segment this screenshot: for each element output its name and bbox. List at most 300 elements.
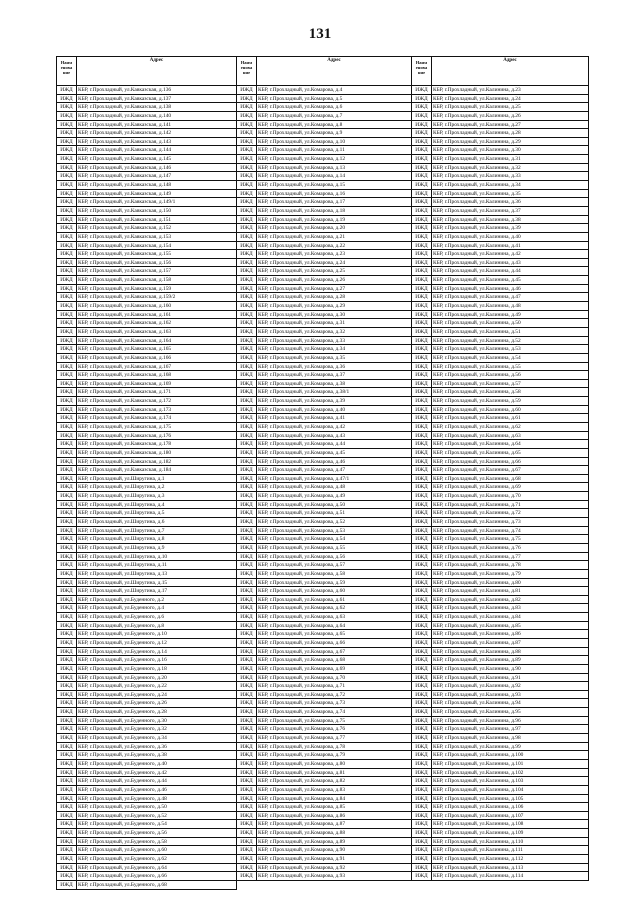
cell-address: КБР, г.Прохладный, ул.Калинина, д.113 [432, 864, 589, 873]
table-row [412, 665, 589, 674]
cell-kind: ИЖД [57, 198, 77, 207]
table-row [412, 501, 589, 510]
cell-address: КБР, г.Прохладный, ул.Калинина, д.24 [432, 95, 589, 104]
table-row [412, 509, 589, 518]
table-column-middle [237, 57, 412, 890]
cell-address: КБР, г.Прохладный, ул.Комарова, д.20 [257, 224, 412, 233]
table-row [237, 172, 412, 181]
cell-address: КБР, г.Прохладный, ул.Калинина, д.25 [432, 103, 589, 112]
cell-kind: ИЖД [57, 596, 77, 605]
cell-address: КБР, г.Прохладный, ул.Калинина, д.98 [432, 734, 589, 743]
table-row [412, 872, 589, 881]
table-row [237, 155, 412, 164]
cell-kind: ИЖД [57, 319, 77, 328]
cell-kind: ИЖД [412, 846, 432, 855]
table-row [412, 786, 589, 795]
cell-address: КБР, г.Прохладный, ул.Буденного, д.38 [77, 751, 237, 760]
cell-address: КБР, г.Прохладный, ул.Кавказская, д.150 [77, 207, 237, 216]
table-row [57, 129, 237, 138]
table-row [412, 579, 589, 588]
table-row [57, 328, 237, 337]
table-row [237, 328, 412, 337]
cell-address: КБР, г.Прохладный, ул.Комарова, д.64 [257, 622, 412, 631]
cell-kind: ИЖД [237, 293, 257, 302]
cell-kind: ИЖД [237, 717, 257, 726]
cell-address: КБР, г.Прохладный, ул.Комарова, д.45 [257, 449, 412, 458]
table-row [237, 872, 412, 881]
cell-kind: ИЖД [57, 535, 77, 544]
cell-address: КБР, г.Прохладный, ул.Буденного, д.52 [77, 812, 237, 821]
table-row [412, 224, 589, 233]
cell-kind: ИЖД [412, 354, 432, 363]
cell-kind: ИЖД [412, 674, 432, 683]
header-kind: Наим енова ние [237, 57, 257, 86]
table-row [412, 725, 589, 734]
cell-kind: ИЖД [237, 432, 257, 441]
cell-kind: ИЖД [237, 86, 257, 95]
table-row [412, 622, 589, 631]
cell-kind: ИЖД [57, 388, 77, 397]
table-row [237, 242, 412, 251]
table-row [412, 423, 589, 432]
table-row [237, 648, 412, 657]
cell-kind: ИЖД [237, 354, 257, 363]
table-row [57, 786, 237, 795]
cell-kind: ИЖД [57, 483, 77, 492]
cell-kind: ИЖД [57, 803, 77, 812]
cell-kind: ИЖД [412, 207, 432, 216]
table-row [57, 699, 237, 708]
cell-address: КБР, г.Прохладный, ул.Калинина, д.40 [432, 233, 589, 242]
table-row [57, 380, 237, 389]
cell-address: КБР, г.Прохладный, ул.Комарова, д.61 [257, 596, 412, 605]
cell-kind: ИЖД [237, 846, 257, 855]
cell-kind: ИЖД [237, 112, 257, 121]
cell-address: КБР, г.Прохладный, ул.Калинина, д.45 [432, 276, 589, 285]
table-row [412, 734, 589, 743]
cell-address: КБР, г.Прохладный, ул.Кавказская, д.143 [77, 138, 237, 147]
cell-address: КБР, г.Прохладный, ул.Калинина, д.27 [432, 121, 589, 130]
cell-address: КБР, г.Прохладный, ул.Комарова, д.18 [257, 207, 412, 216]
cell-kind: ИЖД [57, 95, 77, 104]
cell-address: КБР, г.Прохладный, ул.Буденного, д.66 [77, 872, 237, 881]
cell-kind: ИЖД [237, 380, 257, 389]
table-row [237, 751, 412, 760]
cell-address: КБР, г.Прохладный, ул.Комарова, д.47 [257, 466, 412, 475]
cell-address: КБР, г.Прохладный, ул.Кавказская, д.145 [77, 155, 237, 164]
cell-kind: ИЖД [57, 622, 77, 631]
cell-kind: ИЖД [412, 535, 432, 544]
cell-kind: ИЖД [412, 691, 432, 700]
table-row [237, 682, 412, 691]
table-row [57, 682, 237, 691]
table-row [412, 328, 589, 337]
cell-kind: ИЖД [237, 579, 257, 588]
cell-address: КБР, г.Прохладный, ул.Калинина, д.81 [432, 587, 589, 596]
table-row [237, 371, 412, 380]
cell-address: КБР, г.Прохладный, ул.Буденного, д.18 [77, 665, 237, 674]
cell-address: КБР, г.Прохладный, ул.Комарова, д.38/1 [257, 388, 412, 397]
table-row [237, 267, 412, 276]
table-row [412, 112, 589, 121]
table-row [237, 86, 412, 95]
header-kind: Наим енова ние [57, 57, 77, 86]
table-row [237, 518, 412, 527]
table-row [237, 786, 412, 795]
table-row [57, 751, 237, 760]
cell-address: КБР, г.Прохладный, ул.Кавказская, д.142 [77, 129, 237, 138]
table-row [57, 630, 237, 639]
cell-kind: ИЖД [237, 769, 257, 778]
cell-kind: ИЖД [57, 553, 77, 562]
cell-kind: ИЖД [57, 103, 77, 112]
cell-kind: ИЖД [57, 371, 77, 380]
cell-kind: ИЖД [57, 492, 77, 501]
cell-address: КБР, г.Прохладный, ул.Калинина, д.106 [432, 803, 589, 812]
cell-kind: ИЖД [412, 604, 432, 613]
table-row [237, 285, 412, 294]
cell-address: КБР, г.Прохладный, ул.Комарова, д.77 [257, 734, 412, 743]
table-row [237, 864, 412, 873]
cell-kind: ИЖД [57, 311, 77, 320]
cell-address: КБР, г.Прохладный, ул.Калинина, д.39 [432, 224, 589, 233]
table-row [412, 198, 589, 207]
cell-kind: ИЖД [57, 561, 77, 570]
cell-kind: ИЖД [412, 587, 432, 596]
cell-address: КБР, г.Прохладный, ул.Комарова, д.89 [257, 838, 412, 847]
cell-kind: ИЖД [57, 129, 77, 138]
table-row [57, 743, 237, 752]
table-row [57, 397, 237, 406]
cell-address: КБР, г.Прохладный, ул.Калинина, д.94 [432, 699, 589, 708]
table-row [237, 665, 412, 674]
table-row [57, 164, 237, 173]
cell-kind: ИЖД [412, 795, 432, 804]
cell-kind: ИЖД [237, 665, 257, 674]
cell-address: КБР, г.Прохладный, ул.Комарова, д.59 [257, 579, 412, 588]
cell-kind: ИЖД [412, 164, 432, 173]
cell-address: КБР, г.Прохладный, ул.Кавказская, д.140 [77, 112, 237, 121]
table-row [237, 129, 412, 138]
cell-kind: ИЖД [57, 302, 77, 311]
cell-address: КБР, г.Прохладный, ул.Кавказская, д.157 [77, 267, 237, 276]
cell-kind: ИЖД [237, 250, 257, 259]
table-row [412, 648, 589, 657]
cell-kind: ИЖД [57, 250, 77, 259]
cell-kind: ИЖД [237, 708, 257, 717]
table-row [57, 432, 237, 441]
table-row [237, 820, 412, 829]
cell-address: КБР, г.Прохладный, ул.Калинина, д.50 [432, 319, 589, 328]
cell-address: КБР, г.Прохладный, ул.Комарова, д.33 [257, 337, 412, 346]
table-row [57, 267, 237, 276]
cell-kind: ИЖД [412, 112, 432, 121]
cell-kind: ИЖД [412, 190, 432, 199]
table-row [57, 207, 237, 216]
cell-address: КБР, г.Прохладный, ул.Калинина, д.38 [432, 216, 589, 225]
cell-kind: ИЖД [237, 458, 257, 467]
table-row [57, 112, 237, 121]
cell-kind: ИЖД [57, 579, 77, 588]
table-row [412, 276, 589, 285]
cell-address: КБР, г.Прохладный, ул.Ширугина, д.17 [77, 587, 237, 596]
table-row [237, 293, 412, 302]
cell-address: КБР, г.Прохладный, ул.Кавказская, д.184 [77, 466, 237, 475]
cell-kind: ИЖД [412, 527, 432, 536]
cell-address: КБР, г.Прохладный, ул.Калинина, д.49 [432, 311, 589, 320]
cell-address: КБР, г.Прохладный, ул.Комарова, д.32 [257, 328, 412, 337]
cell-address: КБР, г.Прохладный, ул.Ширугина, д.10 [77, 553, 237, 562]
cell-kind: ИЖД [237, 337, 257, 346]
table-row [237, 829, 412, 838]
table-row [57, 881, 237, 890]
cell-address: КБР, г.Прохладный, ул.Калинина, д.79 [432, 570, 589, 579]
table-row [57, 181, 237, 190]
table-row [237, 691, 412, 700]
cell-address: КБР, г.Прохладный, ул.Кавказская, д.151 [77, 216, 237, 225]
table-row [412, 613, 589, 622]
cell-address: КБР, г.Прохладный, ул.Комарова, д.90 [257, 846, 412, 855]
cell-address: КБР, г.Прохладный, ул.Комарова, д.55 [257, 544, 412, 553]
cell-kind: ИЖД [237, 138, 257, 147]
table-row [57, 846, 237, 855]
table-row [412, 388, 589, 397]
table-row [57, 838, 237, 847]
cell-address: КБР, г.Прохладный, ул.Буденного, д.16 [77, 656, 237, 665]
table-row [57, 483, 237, 492]
cell-address: КБР, г.Прохладный, ул.Кавказская, д.172 [77, 397, 237, 406]
cell-address: КБР, г.Прохладный, ул.Калинина, д.109 [432, 829, 589, 838]
cell-kind: ИЖД [57, 337, 77, 346]
cell-kind: ИЖД [57, 699, 77, 708]
cell-kind: ИЖД [412, 121, 432, 130]
cell-kind: ИЖД [57, 363, 77, 372]
cell-kind: ИЖД [237, 181, 257, 190]
cell-kind: ИЖД [237, 725, 257, 734]
table-row [237, 527, 412, 536]
cell-address: КБР, г.Прохладный, ул.Комарова, д.11 [257, 146, 412, 155]
table-row [412, 691, 589, 700]
table-row [412, 561, 589, 570]
table-row [237, 311, 412, 320]
table-row [57, 363, 237, 372]
cell-address: КБР, г.Прохладный, ул.Буденного, д.12 [77, 639, 237, 648]
cell-kind: ИЖД [237, 544, 257, 553]
cell-kind: ИЖД [412, 414, 432, 423]
cell-kind: ИЖД [237, 838, 257, 847]
cell-kind: ИЖД [57, 674, 77, 683]
cell-address: КБР, г.Прохладный, ул.Комарова, д.58 [257, 570, 412, 579]
header-address: Адрес [77, 57, 237, 86]
cell-address: КБР, г.Прохладный, ул.Буденного, д.30 [77, 717, 237, 726]
cell-address: КБР, г.Прохладный, ул.Кавказская, д.148 [77, 181, 237, 190]
cell-kind: ИЖД [237, 820, 257, 829]
table-row [237, 95, 412, 104]
table-row [57, 371, 237, 380]
cell-kind: ИЖД [57, 224, 77, 233]
cell-kind: ИЖД [57, 604, 77, 613]
cell-kind: ИЖД [412, 86, 432, 95]
table-row [237, 535, 412, 544]
cell-kind: ИЖД [57, 164, 77, 173]
table-row [237, 121, 412, 130]
cell-kind: ИЖД [237, 198, 257, 207]
cell-address: КБР, г.Прохладный, ул.Калинина, д.28 [432, 129, 589, 138]
cell-address: КБР, г.Прохладный, ул.Комарова, д.22 [257, 242, 412, 251]
cell-address: КБР, г.Прохладный, ул.Калинина, д.75 [432, 535, 589, 544]
cell-address: КБР, г.Прохладный, ул.Ширугина, д.6 [77, 518, 237, 527]
cell-kind: ИЖД [237, 319, 257, 328]
table-row [412, 864, 589, 873]
cell-address: КБР, г.Прохладный, ул.Комарова, д.79 [257, 751, 412, 760]
table-row [237, 622, 412, 631]
table-row [412, 380, 589, 389]
table-row [412, 846, 589, 855]
cell-address: КБР, г.Прохладный, ул.Комарова, д.49 [257, 492, 412, 501]
table-row [57, 103, 237, 112]
table-row [57, 795, 237, 804]
cell-kind: ИЖД [412, 95, 432, 104]
cell-address: КБР, г.Прохладный, ул.Кавказская, д.146 [77, 164, 237, 173]
cell-kind: ИЖД [57, 717, 77, 726]
table-row [237, 224, 412, 233]
cell-address: КБР, г.Прохладный, ул.Комарова, д.30 [257, 311, 412, 320]
cell-kind: ИЖД [57, 820, 77, 829]
cell-address: КБР, г.Прохладный, ул.Буденного, д.64 [77, 864, 237, 873]
cell-address: КБР, г.Прохладный, ул.Калинина, д.56 [432, 371, 589, 380]
cell-address: КБР, г.Прохладный, ул.Комарова, д.41 [257, 414, 412, 423]
table-row [412, 155, 589, 164]
cell-kind: ИЖД [57, 743, 77, 752]
table-row [412, 242, 589, 251]
cell-kind: ИЖД [57, 466, 77, 475]
cell-kind: ИЖД [237, 103, 257, 112]
cell-kind: ИЖД [57, 458, 77, 467]
cell-kind: ИЖД [57, 648, 77, 657]
cell-address: КБР, г.Прохладный, ул.Калинина, д.34 [432, 181, 589, 190]
cell-kind: ИЖД [237, 674, 257, 683]
cell-address: КБР, г.Прохладный, ул.Калинина, д.23 [432, 86, 589, 95]
cell-kind: ИЖД [57, 449, 77, 458]
cell-address: КБР, г.Прохладный, ул.Комарова, д.67 [257, 648, 412, 657]
cell-kind: ИЖД [412, 803, 432, 812]
cell-kind: ИЖД [57, 190, 77, 199]
cell-kind: ИЖД [237, 656, 257, 665]
cell-kind: ИЖД [237, 587, 257, 596]
cell-address: КБР, г.Прохладный, ул.Буденного, д.28 [77, 708, 237, 717]
table-row [237, 164, 412, 173]
cell-address: КБР, г.Прохладный, ул.Ширугина, д.3 [77, 492, 237, 501]
table-row [57, 864, 237, 873]
table-row [57, 216, 237, 225]
cell-address: КБР, г.Прохладный, ул.Кавказская, д.141 [77, 121, 237, 130]
cell-address: КБР, г.Прохладный, ул.Калинина, д.84 [432, 613, 589, 622]
cell-address: КБР, г.Прохладный, ул.Ширугина, д.11 [77, 561, 237, 570]
cell-address: КБР, г.Прохладный, ул.Комарова, д.75 [257, 717, 412, 726]
cell-address: КБР, г.Прохладный, ул.Комарова, д.66 [257, 639, 412, 648]
cell-kind: ИЖД [412, 501, 432, 510]
table-row [237, 777, 412, 786]
table-row [412, 829, 589, 838]
table-row [57, 293, 237, 302]
cell-kind: ИЖД [412, 639, 432, 648]
table-row [57, 777, 237, 786]
table-row [237, 259, 412, 268]
cell-address: КБР, г.Прохладный, ул.Комарова, д.36 [257, 363, 412, 372]
cell-address: КБР, г.Прохладный, ул.Кавказская, д.182 [77, 458, 237, 467]
cell-kind: ИЖД [237, 388, 257, 397]
table-row [412, 630, 589, 639]
cell-address: КБР, г.Прохладный, ул.Кавказская, д.175 [77, 423, 237, 432]
table-row [57, 198, 237, 207]
table-row [237, 388, 412, 397]
cell-address: КБР, г.Прохладный, ул.Буденного, д.62 [77, 855, 237, 864]
table-row [237, 319, 412, 328]
cell-kind: ИЖД [412, 751, 432, 760]
cell-kind: ИЖД [237, 233, 257, 242]
table-row [57, 509, 237, 518]
table-row [412, 95, 589, 104]
cell-kind: ИЖД [57, 397, 77, 406]
table-row [237, 483, 412, 492]
cell-kind: ИЖД [237, 449, 257, 458]
cell-address: КБР, г.Прохладный, ул.Калинина, д.35 [432, 190, 589, 199]
cell-kind: ИЖД [237, 622, 257, 631]
table-row [57, 121, 237, 130]
table-row [412, 855, 589, 864]
cell-kind: ИЖД [412, 509, 432, 518]
table-row [412, 414, 589, 423]
cell-kind: ИЖД [412, 302, 432, 311]
table-row [237, 198, 412, 207]
cell-address: КБР, г.Прохладный, ул.Калинина, д.69 [432, 483, 589, 492]
cell-address: КБР, г.Прохладный, ул.Комарова, д.72 [257, 691, 412, 700]
table-row [412, 492, 589, 501]
cell-address: КБР, г.Прохладный, ул.Калинина, д.85 [432, 622, 589, 631]
cell-address: КБР, г.Прохладный, ул.Комарова, д.25 [257, 267, 412, 276]
cell-kind: ИЖД [412, 458, 432, 467]
cell-kind: ИЖД [57, 354, 77, 363]
cell-kind: ИЖД [57, 172, 77, 181]
cell-kind: ИЖД [237, 371, 257, 380]
cell-address: КБР, г.Прохладный, ул.Комарова, д.23 [257, 250, 412, 259]
cell-kind: ИЖД [412, 198, 432, 207]
cell-address: КБР, г.Прохладный, ул.Комарова, д.83 [257, 786, 412, 795]
cell-kind: ИЖД [57, 786, 77, 795]
cell-address: КБР, г.Прохладный, ул.Калинина, д.89 [432, 656, 589, 665]
cell-address: КБР, г.Прохладный, ул.Кавказская, д.154 [77, 242, 237, 251]
cell-kind: ИЖД [412, 337, 432, 346]
cell-kind: ИЖД [57, 734, 77, 743]
cell-kind: ИЖД [237, 604, 257, 613]
cell-kind: ИЖД [412, 388, 432, 397]
table-row [57, 553, 237, 562]
table-row [57, 146, 237, 155]
cell-address: КБР, г.Прохладный, ул.Буденного, д.42 [77, 769, 237, 778]
cell-kind: ИЖД [412, 311, 432, 320]
cell-address: КБР, г.Прохладный, ул.Калинина, д.71 [432, 501, 589, 510]
table-row [412, 483, 589, 492]
cell-address: КБР, г.Прохладный, ул.Комарова, д.15 [257, 181, 412, 190]
table-row [412, 250, 589, 259]
table-row [412, 674, 589, 683]
cell-address: КБР, г.Прохладный, ул.Калинина, д.66 [432, 458, 589, 467]
table-row [57, 803, 237, 812]
table-row [412, 363, 589, 372]
cell-address: КБР, г.Прохладный, ул.Комарова, д.38 [257, 380, 412, 389]
cell-kind: ИЖД [237, 440, 257, 449]
cell-kind: ИЖД [237, 613, 257, 622]
